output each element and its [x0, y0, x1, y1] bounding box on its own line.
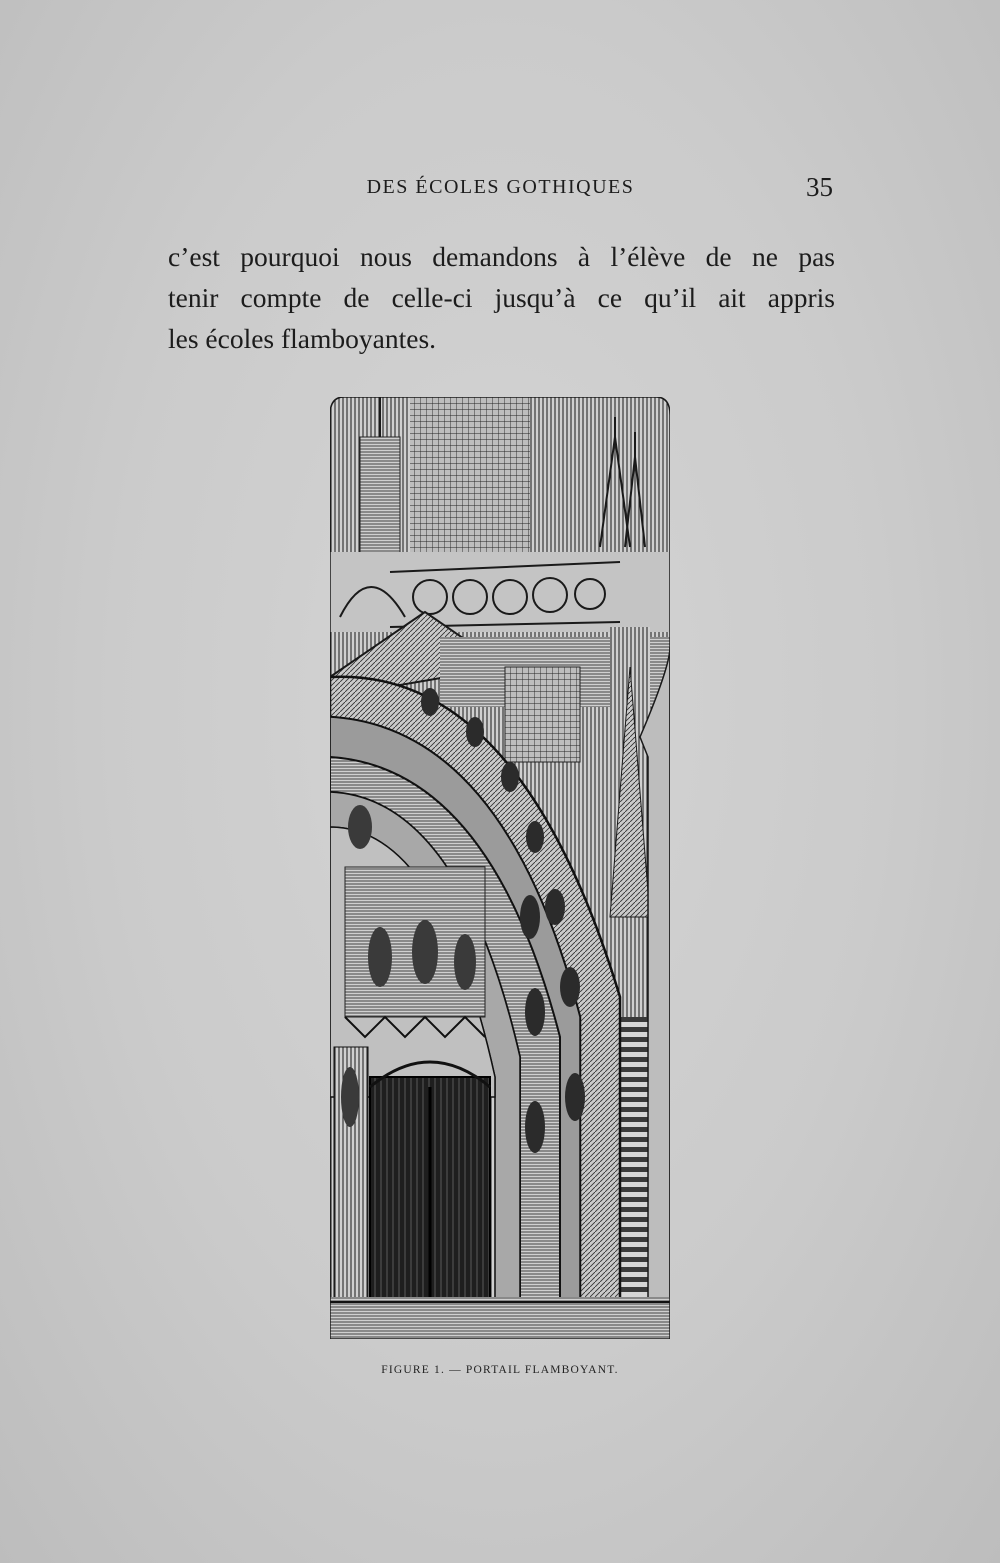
- running-head: [168, 172, 833, 206]
- text-line: c’est pourquoi nous demandons à l’élève de ne pas: [168, 241, 835, 272]
- body-paragraph: [168, 236, 835, 359]
- page-number: 35: [806, 172, 833, 202]
- engraving-portail-flamboyant: [330, 397, 670, 1339]
- figure-caption: FIGURE 1. — PORTAIL FLAMBOYANT.: [381, 1364, 619, 1376]
- text-line: les écoles flamboyantes.: [168, 323, 437, 354]
- text-line: tenir compte de celle-ci jusqu’à ce qu’il ait appris: [168, 282, 835, 313]
- running-title: DES ÉCOLES GOTHIQUES: [366, 176, 635, 198]
